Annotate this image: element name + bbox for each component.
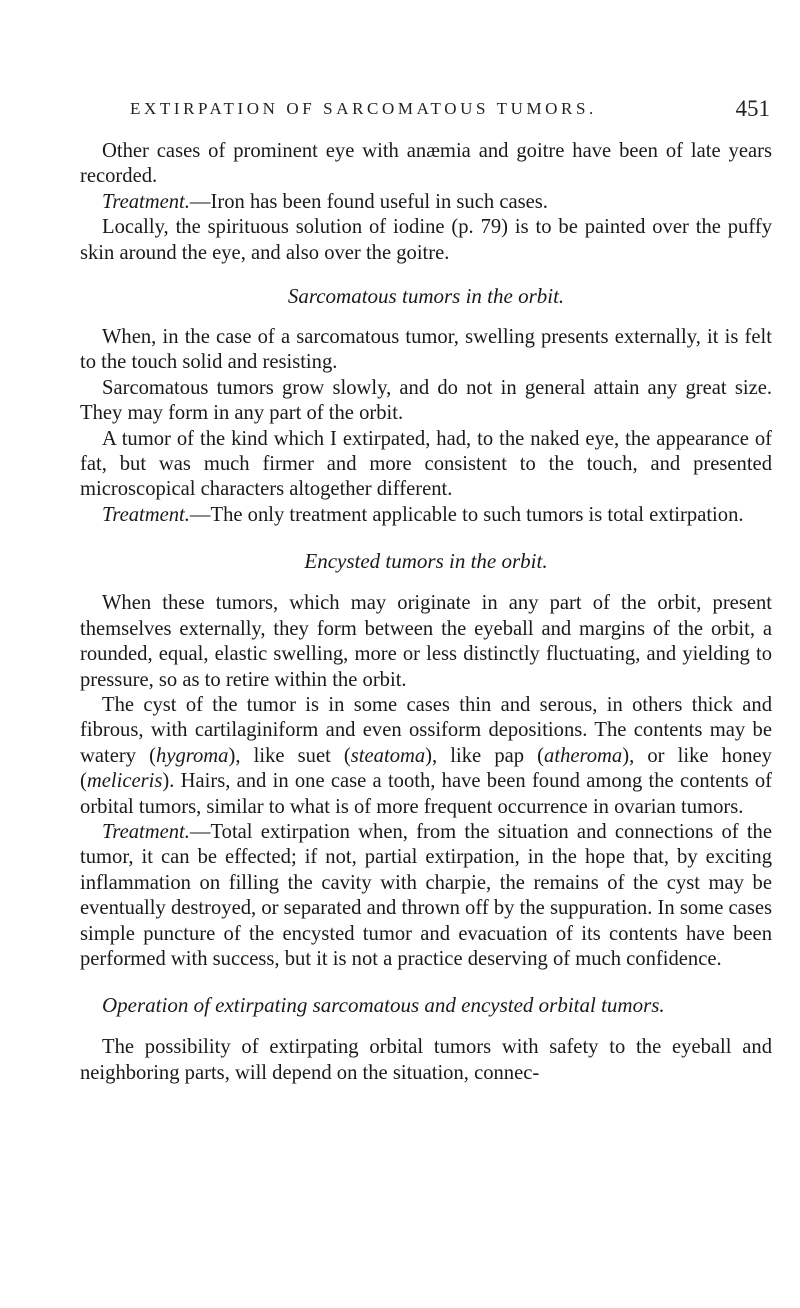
paragraph-text: —Total extirpation when, from the situation and connections of the tumor, it can be effected; if not, partial extirpation, in the hope that, by exciting inflammation on filling the cavity with charpie, the remains of the cyst may be eventually destroyed, or separated and thrown off by the suppuration. In some cases simple puncture of the encysted tumor and evacuation of its contents have been performed with success, but it is not a practice deserving of much confidence. — [80, 820, 772, 970]
paragraph-text: ), or like honey ( — [80, 744, 772, 793]
paragraph — [80, 693, 772, 820]
paragraph-text: ). Hairs, and in one case a tooth, have been found among the contents of orbital tumors, similar to what is of more frequent occurrence in ovarian tumors. — [80, 770, 772, 818]
term-steatoma: steatoma — [350, 744, 426, 767]
treatment-lead: Treatment. — [102, 820, 190, 843]
term-atheroma: atheroma — [544, 744, 623, 767]
paragraph: The possibility of extirpating orbital tumors with safety to the eyeball and neighboring parts, will depend on the situation, connec- — [80, 1036, 772, 1084]
paragraph-text: The cyst of the tumor is in some cases thin and serous, in others thick and fibrous, with cartilaginiform and even ossiform depositions. The contents may be watery ( — [80, 693, 772, 767]
term-hygroma: hygroma — [156, 744, 229, 767]
paragraph: Locally, the spirituous solution of iodine (p. 79) is to be painted over the puffy skin around the eye, and also over the goitre. — [80, 216, 772, 264]
page-number: 451 — [735, 96, 770, 121]
paragraph — [80, 190, 772, 215]
paragraph: A tumor of the kind which I extirpated, had, to the naked eye, the appearance of fat, but was much firmer and more consistent to the touch, and presented microscopical characters altogether different. — [80, 427, 772, 501]
paragraph — [80, 503, 772, 528]
section-heading-encysted: Encysted tumors in the orbit. — [304, 549, 548, 574]
section-heading-operation: Operation of extirpating sarcomatous and encysted orbital tumors. — [102, 993, 665, 1018]
paragraph: When, in the case of a sarcomatous tumor, swelling presents externally, it is felt to the touch solid and resisting. — [80, 326, 772, 374]
paragraph-text: ), like suet ( — [228, 744, 351, 767]
section-heading-sarcomatous: Sarcomatous tumors in the orbit. — [287, 284, 565, 309]
paragraph — [80, 820, 772, 972]
paragraph: When these tumors, which may originate in any part of the orbit, present themselves externally, they form between the eyeball and margins of the orbit, a rounded, equal, elastic swelling, more or less distinctly fluctuating, and yielding to pressure, so as to retire within the orbit. — [80, 592, 772, 691]
paragraph: Sarcomatous tumors grow slowly, and do not in general attain any great size. They may form in any part of the orbit. — [80, 376, 772, 425]
term-meliceris: meliceris — [86, 770, 163, 793]
page-header — [80, 96, 770, 131]
paragraph: Other cases of prominent eye with anæmia and goitre have been of late years recorded. — [80, 140, 772, 188]
paragraph-text: —Iron has been found useful in such cases. — [189, 190, 548, 213]
page-body — [80, 139, 772, 1086]
running-title: EXTIRPATION OF SARCOMATOUS TUMORS. — [130, 99, 597, 118]
treatment-lead: Treatment. — [102, 190, 190, 213]
paragraph-text: —The only treatment applicable to such tumors is total extirpation. — [189, 503, 744, 526]
paragraph-text: ), like pap ( — [425, 744, 545, 767]
treatment-lead: Treatment. — [102, 503, 190, 526]
